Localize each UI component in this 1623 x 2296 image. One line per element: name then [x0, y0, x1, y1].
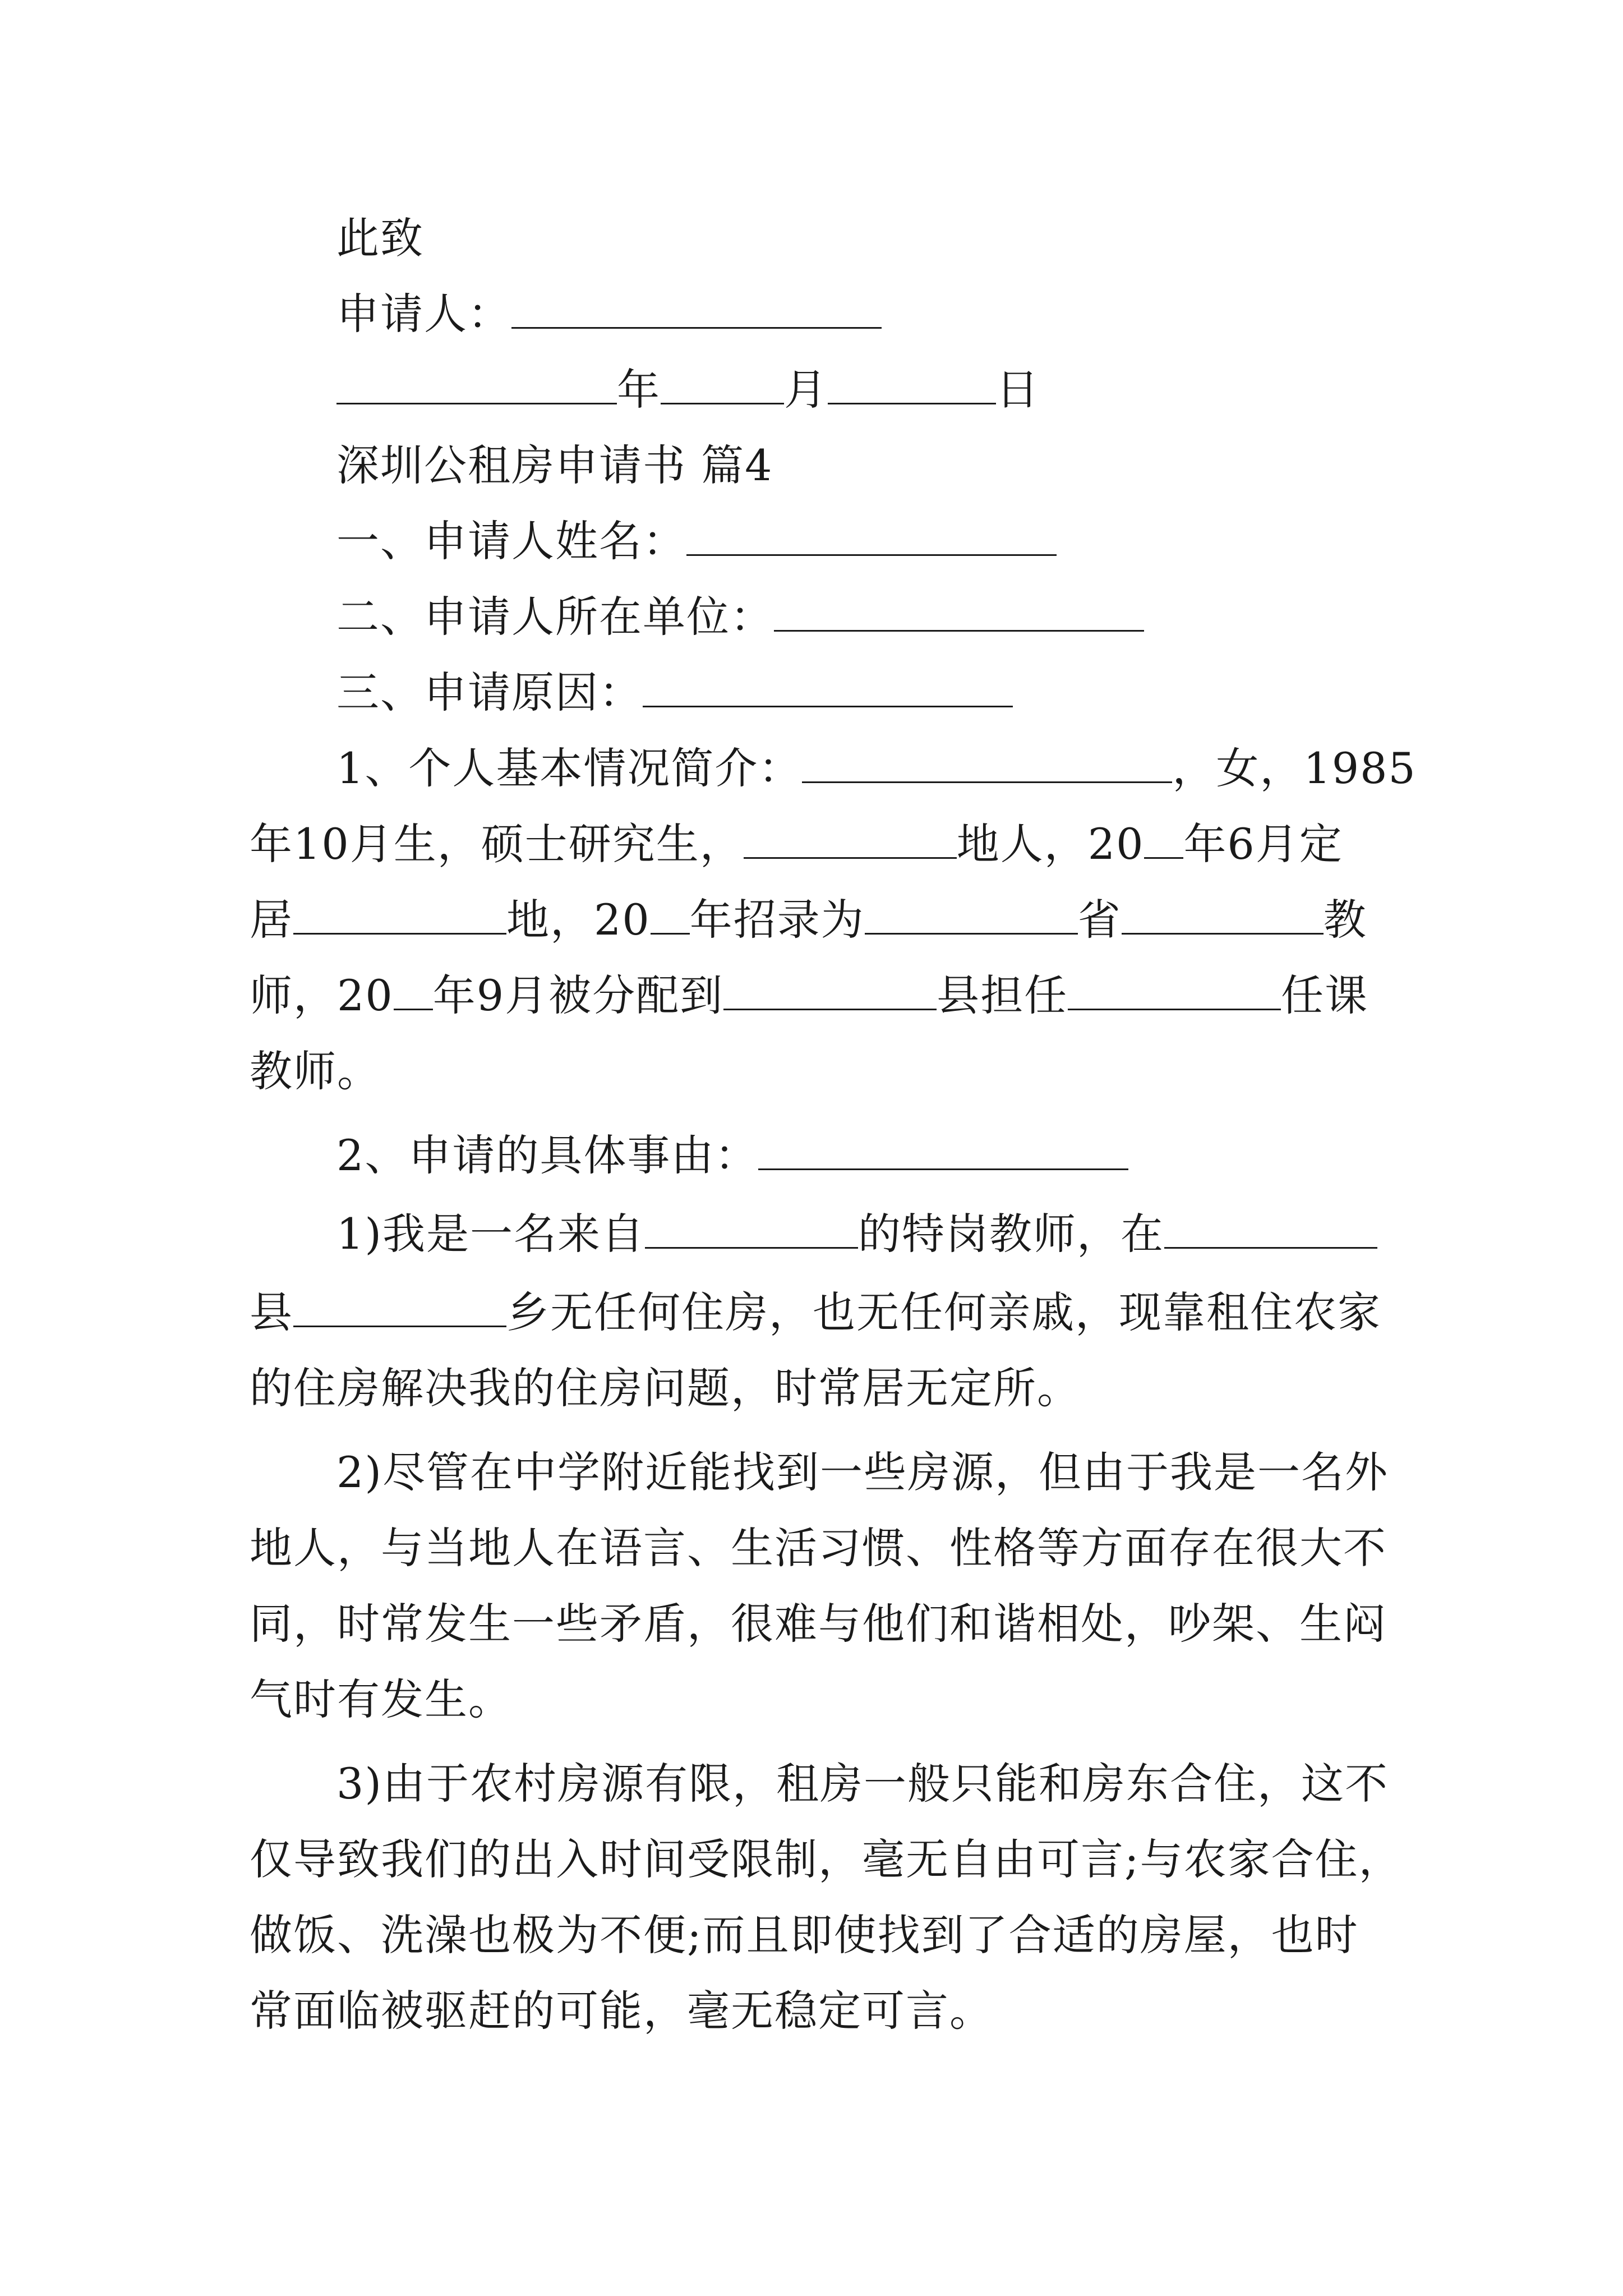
p3-text-l3: 的住房解决我的住房问题，时常居无定所。	[250, 1363, 1081, 1413]
applicant-label: 申请人：	[336, 289, 511, 339]
p1-text-l2c: 年6月定	[1183, 819, 1343, 869]
p1-text-l3b: 地，20	[506, 895, 651, 945]
origin-blank	[645, 1208, 858, 1249]
p5-line3	[250, 1907, 1359, 1963]
p1-line1	[336, 740, 1417, 797]
p1-line2	[250, 816, 1343, 872]
p1-text-b: ，女，1985	[1172, 743, 1417, 793]
p5-text-1: 3)由于农村房源有限，租房一般只能和房东合住，这不	[336, 1759, 1389, 1809]
p4-text-4: 气时有发生。	[250, 1674, 512, 1724]
p4-line4	[250, 1672, 512, 1728]
p3-text-a: 1)我是一名来自	[336, 1209, 645, 1259]
p1-text-l4d: 任课	[1281, 970, 1369, 1020]
item-reason-label: 三、申请原因：	[336, 668, 643, 717]
p1-text-l4b: 年9月被分配到	[432, 970, 724, 1020]
p4-text-3: 同，时常发生一些矛盾，很难与他们和谐相处，吵架、生闷	[250, 1599, 1387, 1649]
p1-text-l4c: 县担任	[937, 970, 1068, 1020]
unit-blank	[774, 591, 1144, 632]
intro-blank	[802, 742, 1172, 783]
location-blank	[1164, 1208, 1377, 1249]
p1-line5	[250, 1043, 381, 1099]
p1-text-l3e: 教	[1323, 895, 1367, 945]
p1-text-l5: 教师。	[250, 1046, 381, 1096]
p5-text-2: 仅导致我们的出入时间受限制，毫无自由可言;与农家合住，	[250, 1834, 1403, 1884]
p3-text-b: 的特岗教师，在	[858, 1209, 1165, 1259]
item-unit-line	[336, 589, 1144, 645]
year-short-blank	[1144, 818, 1183, 859]
closing-text: 此致	[336, 213, 424, 263]
year-blank	[336, 364, 617, 404]
p3-line1	[336, 1206, 1377, 1262]
section-title-text: 深圳公租房申请书 篇4	[336, 440, 773, 490]
month-blank	[661, 364, 784, 404]
item-unit-label: 二、申请人所在单位：	[336, 592, 774, 642]
reason-detail-blank	[758, 1129, 1128, 1170]
p3-line3	[250, 1360, 1081, 1416]
p4-line3	[250, 1596, 1387, 1652]
p5-text-4: 常面临被驱赶的可能，毫无稳定可言。	[250, 1986, 993, 2036]
p1-line3	[250, 892, 1367, 948]
p1-text-a: 1、个人基本情况简介：	[336, 743, 803, 793]
township-blank	[293, 1286, 506, 1327]
p3-line2	[250, 1285, 1381, 1341]
p1-text-l4a: 师，20	[250, 970, 394, 1020]
p4-text-1: 2)尽管在中学附近能找到一些房源，但由于我是一名外	[336, 1447, 1389, 1497]
item-name-line	[336, 513, 1057, 569]
p5-line1	[336, 1756, 1389, 1812]
day-label: 日	[996, 365, 1040, 415]
year-label: 年	[617, 365, 661, 415]
p3-text-l2a: 县	[250, 1287, 293, 1337]
teacher-type-blank	[1122, 894, 1324, 935]
p1-text-l3a: 居	[250, 895, 293, 945]
name-blank	[686, 515, 1057, 556]
hometown-blank	[744, 818, 957, 859]
p4-line2	[250, 1520, 1387, 1576]
p5-line2	[250, 1832, 1403, 1888]
day-blank	[828, 364, 996, 404]
year-short-blank-2	[651, 894, 690, 935]
county-blank	[723, 969, 937, 1010]
item-name-label: 一、申请人姓名：	[336, 516, 686, 566]
p1-text-l3c: 年招录为	[689, 895, 865, 945]
applicant-line	[336, 286, 882, 342]
p4-line1	[336, 1444, 1389, 1501]
p5-text-3: 做饭、洗澡也极为不便;而且即使找到了合适的房屋，也时	[250, 1910, 1359, 1960]
p1-text-l2b: 地人，20	[956, 819, 1145, 869]
province-blank	[865, 894, 1078, 935]
subject-blank	[1068, 969, 1281, 1010]
p1-line4	[250, 968, 1368, 1024]
reason-blank	[643, 666, 1013, 707]
p3-text-l2b: 乡无任何住房，也无任何亲戚，现靠租住农家	[506, 1287, 1381, 1337]
date-line	[336, 362, 1040, 418]
p2-line	[336, 1128, 1128, 1184]
p2-text: 2、申请的具体事由：	[336, 1130, 759, 1180]
applicant-blank	[511, 288, 882, 329]
residence-blank	[293, 894, 506, 935]
section-title	[336, 438, 773, 494]
item-reason-line	[336, 665, 1013, 721]
month-label: 月	[784, 365, 828, 415]
p5-line4	[250, 1983, 993, 2039]
p1-text-l3d: 省	[1077, 895, 1122, 945]
p4-text-2: 地人，与当地人在语言、生活习惯、性格等方面存在很大不	[250, 1523, 1387, 1573]
closing-line	[336, 210, 424, 266]
p1-text-l2a: 年10月生，硕士研究生，	[250, 819, 744, 869]
year-short-blank-3	[394, 969, 433, 1010]
